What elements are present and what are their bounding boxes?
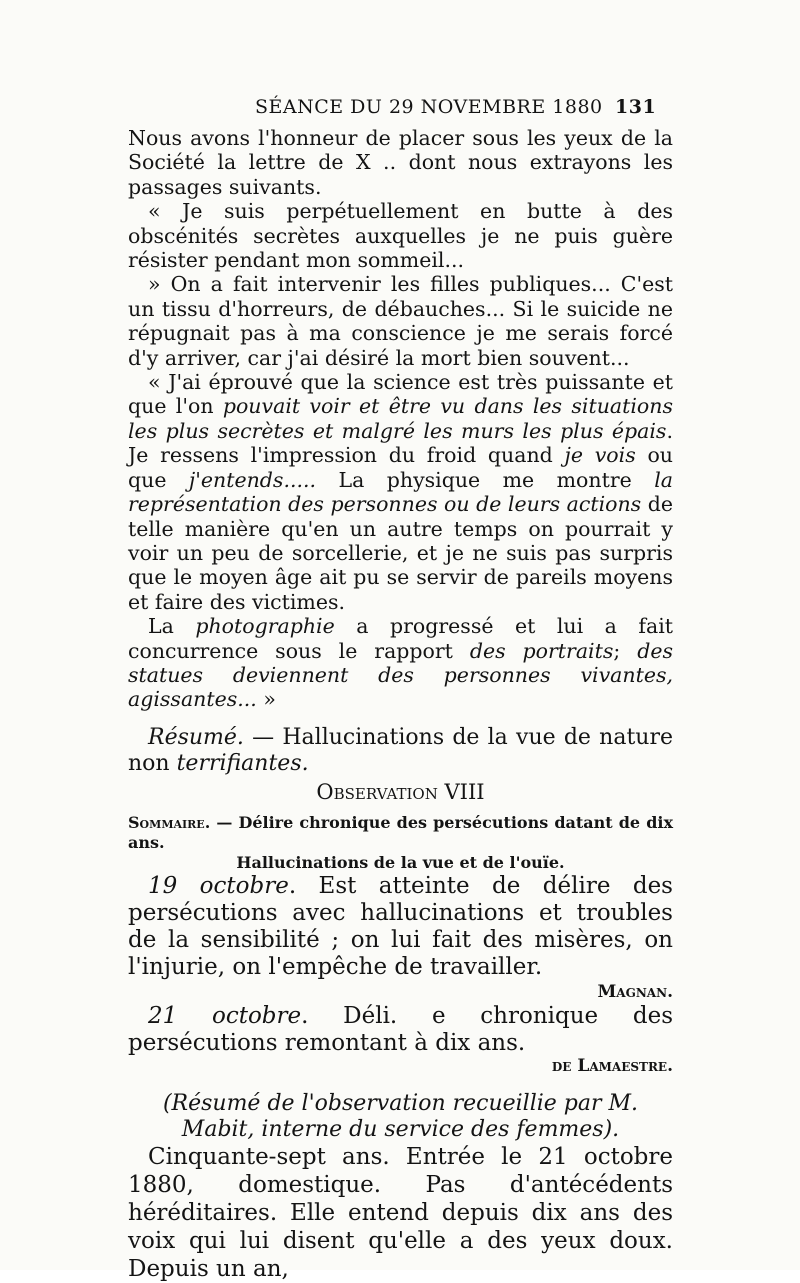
- signature-magnan: Magnan.: [597, 981, 673, 1002]
- paragraph-intro: Nous avons l'honneur de placer sous les yeux de la Société la lettre de X .. dont nous extrayons les passages suivants.: [128, 126, 673, 199]
- italic-run: la représentation des personnes ou de leurs actions: [128, 467, 673, 517]
- italic-run: pouvait voir et être vu dans les situations les plus secrètes et malgré les murs les plus épais: [128, 394, 673, 443]
- signature-lamaestre: de Lamaestre.: [551, 1055, 673, 1076]
- italic-run: photographie: [195, 614, 335, 639]
- text-run: a progressé et lui a fait concurrence sous le rapport: [128, 614, 673, 663]
- text-run: ;: [613, 638, 638, 663]
- sommaire-text: — Délire chronique des persécutions datant de dix ans.: [128, 812, 673, 852]
- italic-run: je vois: [564, 443, 636, 468]
- entry-date: 21 octobre: [148, 1002, 302, 1029]
- paragraph-final: Cinquante-sept ans. Entrée le 21 octobre 1880, domestique. Pas d'antécédents héréditaires. Elle entend depuis dix ans des voix qui lui disent qu'elle a des yeux doux. Depuis un an,: [128, 1143, 673, 1282]
- entry-21-october: [128, 1003, 673, 1057]
- text-run: »: [256, 687, 276, 712]
- observation-note: (Résumé de l'observation recueillie par M. Mabit, interne du service des femmes).: [162, 1090, 639, 1142]
- italic-run: terrifiantes.: [176, 750, 309, 776]
- resume-paragraph: [128, 725, 673, 777]
- italic-run: des statues deviennent des personnes vivantes, agissantes...: [128, 638, 673, 712]
- paragraph-quote-2: » On a fait intervenir les filles publiques... C'est un tissu d'horreurs, de débauches... Si le suicide ne répugnait pas à ma conscience je me serais forcé d'y arriver, car j'ai désiré la mort bien souvent...: [128, 272, 673, 370]
- text-run: . Est atteinte de délire des persécutions avec hallucinations et troubles de la sensibilité ; on lui fait des misères, on l'injurie, on l'empêche de travailler.: [128, 872, 673, 980]
- text-run: — Hallucinations de la vue de nature non: [128, 724, 673, 776]
- text-run: « J'ai éprouvé que la science est très puissante et que l'on: [128, 370, 673, 419]
- text-run: de telle manière qu'en un autre temps on pourrait y voir un peu de sorcellerie, et je ne suis pas surpris que le moyen âge ait pu se servir de pareils moyens et faire des victimes.: [128, 492, 673, 614]
- page-number: 131: [615, 96, 657, 118]
- paragraph-quote-3: [128, 370, 673, 614]
- text-run: . Je ressens l'impression du froid quand: [128, 418, 673, 468]
- sommaire-label: Sommaire.: [128, 812, 211, 832]
- entry-date: 19 octobre: [148, 872, 289, 899]
- sommaire-line-2: Hallucinations de la vue et de l'ouïe.: [236, 852, 565, 872]
- entry-19-october: [128, 873, 673, 981]
- paragraph-quote-1: « Je suis perpétuellement en butte à des obscénités secrètes auxquelles je ne puis guère résister pendant mon sommeil...: [128, 199, 673, 273]
- italic-run: j'entends.....: [188, 467, 317, 492]
- text-run: La physique me montre: [316, 467, 655, 492]
- text-run: ou que: [128, 443, 674, 492]
- text-run: . Déli. e chronique des persécutions remontant à dix ans.: [128, 1002, 673, 1056]
- resume-label: Résumé.: [148, 724, 244, 750]
- observation-title: Observation VIII: [316, 779, 485, 804]
- paragraph-quote-4: [128, 614, 673, 712]
- text-run: La: [148, 614, 196, 639]
- sommaire: [128, 813, 673, 873]
- page-body: [128, 126, 673, 1283]
- running-title: SÉANCE DU 29 NOVEMBRE 1880: [255, 96, 603, 118]
- italic-run: des portraits: [469, 638, 614, 663]
